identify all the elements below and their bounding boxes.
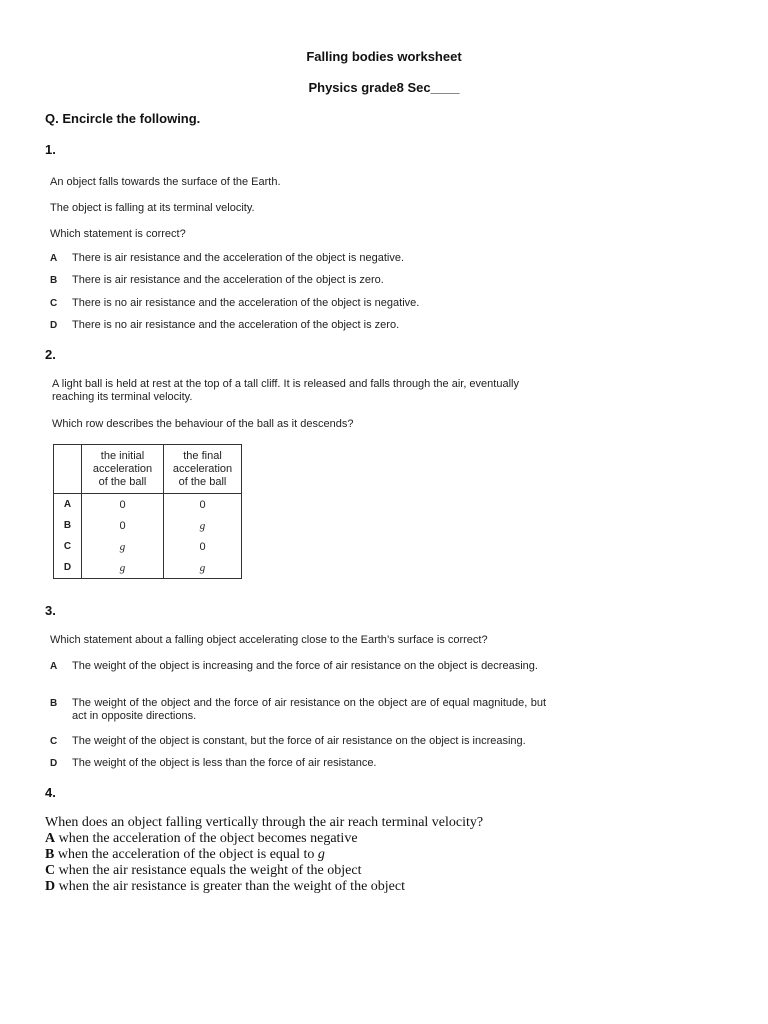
question-3-stem: Which statement about a falling object accelerating close to the Earth’s surface is correct?: [50, 634, 488, 646]
question-2-question: Which row describes the behaviour of the ball as it descends?: [52, 418, 354, 430]
question-3-option-c[interactable]: [50, 735, 526, 747]
header-line: of the ball: [178, 475, 227, 488]
initial-value: 0: [82, 515, 164, 536]
option-text: There is air resistance and the acceleration of the object is zero.: [72, 274, 384, 286]
initial-value: 0: [82, 494, 164, 516]
header-line: acceleration: [92, 462, 153, 475]
header-line: acceleration: [172, 462, 233, 475]
option-text: The weight of the object and the force of air resistance on the object are of equal magnitude, but act in opposite directions.: [72, 697, 546, 722]
row-label: C: [54, 536, 82, 557]
header-line: of the ball: [98, 475, 147, 488]
option-letter: A: [50, 661, 58, 672]
table-row[interactable]: [54, 515, 242, 536]
option-letter: C: [45, 863, 56, 878]
option-text: There is no air resistance and the acceleration of the object is negative.: [72, 297, 420, 309]
table-row[interactable]: [54, 557, 242, 579]
header-line: the initial: [100, 449, 145, 462]
question-3-number: 3.: [45, 603, 56, 618]
option-text: when the acceleration of the object is equal to: [54, 847, 318, 862]
initial-value: g: [82, 557, 164, 579]
row-label: D: [54, 557, 82, 579]
option-letter: B: [50, 275, 58, 286]
question-4-option-b[interactable]: [45, 847, 325, 863]
worksheet-title: Falling bodies worksheet: [306, 49, 462, 64]
option-text: when the air resistance is greater than the weight of the object: [55, 879, 405, 894]
instruction: Q. Encircle the following.: [45, 111, 201, 126]
option-text: The weight of the object is less than the force of air resistance.: [72, 757, 377, 769]
initial-acceleration-header: [82, 445, 164, 494]
answer-table: [53, 444, 242, 579]
question-1-option-d[interactable]: [50, 319, 399, 331]
option-text: The weight of the object is constant, but the force of air resistance on the object is increasing.: [72, 735, 526, 747]
question-3-option-a[interactable]: [50, 660, 546, 673]
option-letter: D: [50, 758, 58, 769]
option-text: when the acceleration of the object becomes negative: [55, 831, 358, 846]
question-2-stem-line: A light ball is held at rest at the top of a tall cliff. It is released and falls through the air, eventually: [52, 378, 519, 390]
question-3-option-b[interactable]: [50, 697, 546, 723]
option-letter: A: [50, 253, 58, 264]
question-1-option-a[interactable]: [50, 252, 404, 264]
question-4-option-c[interactable]: [45, 863, 361, 879]
option-text: There is air resistance and the acceleration of the object is negative.: [72, 252, 405, 264]
header-line: the final: [183, 449, 222, 462]
final-value: 0: [164, 536, 242, 557]
table-row[interactable]: [54, 494, 242, 516]
question-4-option-d[interactable]: [45, 879, 405, 895]
question-1-option-c[interactable]: [50, 297, 419, 309]
initial-value: g: [82, 536, 164, 557]
row-label: B: [54, 515, 82, 536]
question-1-option-b[interactable]: [50, 274, 384, 286]
final-acceleration-header: [164, 445, 242, 494]
option-letter: B: [45, 847, 55, 862]
option-letter: D: [50, 320, 58, 331]
table-corner-cell: [54, 445, 82, 494]
option-letter: C: [50, 298, 58, 309]
question-2-number: 2.: [45, 347, 56, 362]
table-row[interactable]: [54, 536, 242, 557]
question-1-number: 1.: [45, 142, 56, 157]
question-3-option-d[interactable]: [50, 757, 377, 769]
question-1-stem-line: The object is falling at its terminal velocity.: [50, 202, 255, 214]
option-text: The weight of the object is increasing and the force of air resistance on the object is decreasing.: [72, 660, 538, 672]
final-value: g: [164, 515, 242, 536]
option-letter: D: [45, 879, 56, 894]
worksheet-subtitle: Physics grade8 Sec____: [308, 80, 460, 95]
option-letter: A: [45, 831, 56, 846]
option-letter: B: [50, 698, 58, 709]
table-header-row: [54, 445, 242, 494]
option-text: There is no air resistance and the acceleration of the object is zero.: [72, 319, 400, 331]
final-value: 0: [164, 494, 242, 516]
option-text: when the air resistance equals the weight of the object: [55, 863, 362, 878]
row-label: A: [54, 494, 82, 516]
final-value: g: [164, 557, 242, 579]
option-letter: C: [50, 736, 58, 747]
question-1-stem-line: Which statement is correct?: [50, 228, 186, 240]
question-4-option-a[interactable]: [45, 831, 358, 847]
question-2-stem-line: reaching its terminal velocity.: [52, 391, 193, 403]
question-4-number: 4.: [45, 785, 56, 800]
option-text-symbol: g: [317, 847, 325, 862]
question-1-stem-line: An object falls towards the surface of the Earth.: [50, 176, 281, 188]
question-4-stem: When does an object falling vertically through the air reach terminal velocity?: [45, 815, 484, 830]
